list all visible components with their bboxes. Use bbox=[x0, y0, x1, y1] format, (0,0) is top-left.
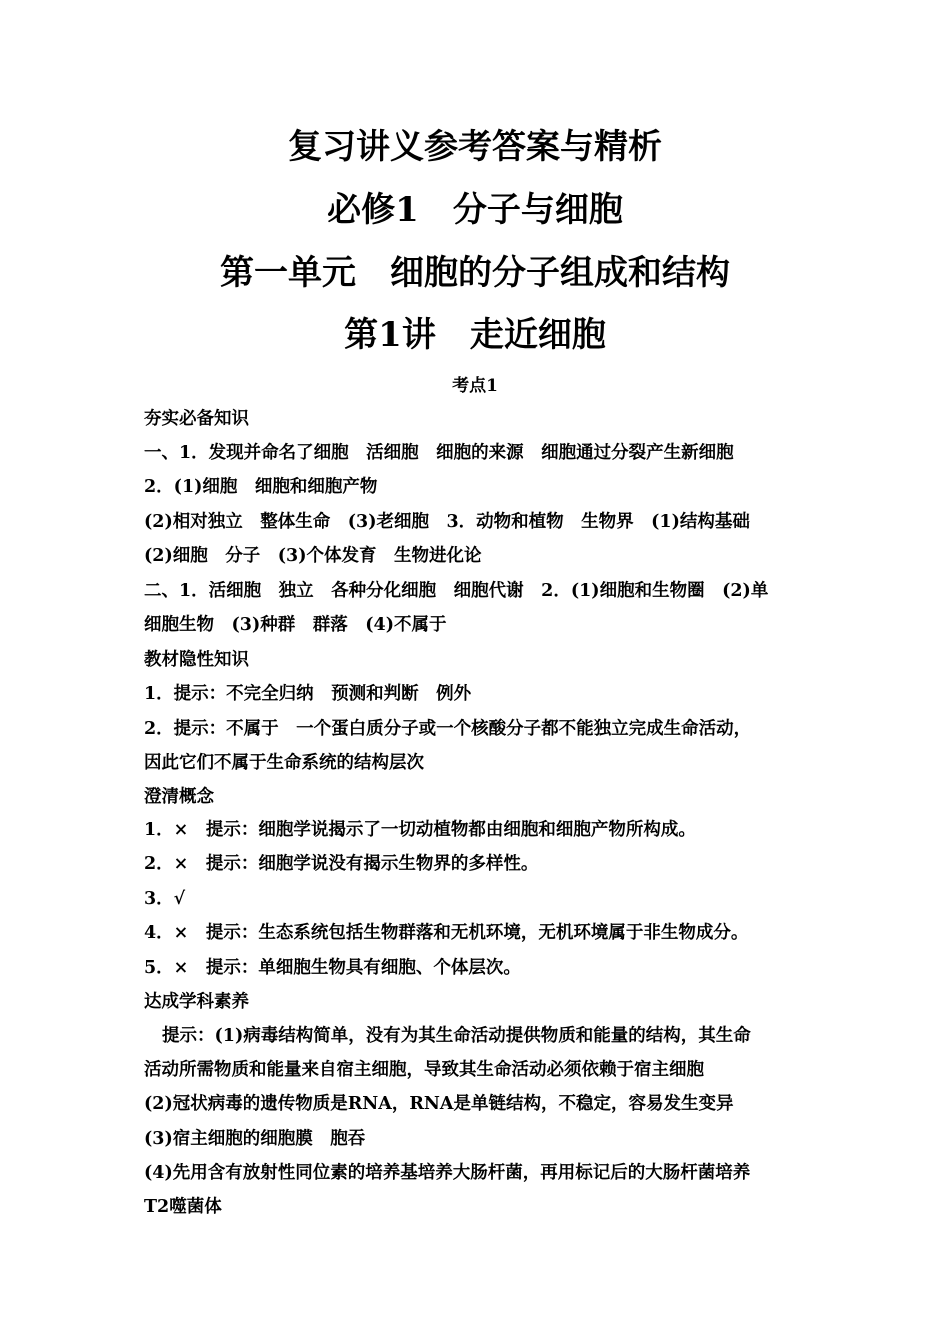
text-line: 1．× 提示：细胞学说揭示了一切动植物都由细胞和细胞产物所构成。 bbox=[144, 820, 696, 840]
text-line: T2噬菌体 bbox=[144, 1197, 222, 1217]
text-line: 5．× 提示：单细胞生物具有细胞、个体层次。 bbox=[144, 958, 521, 978]
section-heading: 夯实必备知识 bbox=[144, 409, 249, 429]
text-line: (2)细胞 分子 (3)个体发育 生物进化论 bbox=[144, 546, 482, 566]
module-title: 必修1 分子与细胞 bbox=[327, 190, 623, 230]
text-line: 2．(1)细胞 细胞和细胞产物 bbox=[144, 477, 378, 497]
text-line: 二、1．活细胞 独立 各种分化细胞 细胞代谢 2．(1)细胞和生物圈 (2)单 bbox=[144, 581, 769, 601]
section-heading: 达成学科素养 bbox=[144, 992, 249, 1012]
text-line: 3．√ bbox=[144, 889, 186, 909]
main-title: 复习讲义参考答案与精析 bbox=[288, 127, 662, 167]
text-line: (2)相对独立 整体生命 (3)老细胞 3．动物和植物 生物界 (1)结构基础 bbox=[144, 512, 750, 532]
text-line: 4．× 提示：生态系统包括生物群落和无机环境，无机环境属于非生物成分。 bbox=[144, 923, 749, 943]
text-line: 因此它们不属于生命系统的结构层次 bbox=[144, 753, 424, 773]
lecture-title: 第1讲 走近细胞 bbox=[344, 315, 606, 355]
text-line: 2．提示：不属于 一个蛋白质分子或一个核酸分子都不能独立完成生命活动， bbox=[144, 719, 752, 739]
text-line: 活动所需物质和能量来自宿主细胞，导致其生命活动必须依赖于宿主细胞 bbox=[144, 1060, 704, 1080]
text-line: (3)宿主细胞的细胞膜 胞吞 bbox=[144, 1129, 366, 1149]
text-line: 2．× 提示：细胞学说没有揭示生物界的多样性。 bbox=[144, 854, 539, 874]
section-heading: 教材隐性知识 bbox=[144, 650, 249, 670]
text-line: 细胞生物 (3)种群 群落 (4)不属于 bbox=[144, 615, 447, 635]
section-heading: 澄清概念 bbox=[144, 787, 214, 807]
text-line: 一、1．发现并命名了细胞 活细胞 细胞的来源 细胞通过分裂产生新细胞 bbox=[144, 443, 734, 463]
text-line: 提示：(1)病毒结构简单，没有为其生命活动提供物质和能量的结构，其生命 bbox=[162, 1026, 751, 1046]
unit-title: 第一单元 细胞的分子组成和结构 bbox=[220, 253, 730, 293]
text-line: 1．提示：不完全归纳 预测和判断 例外 bbox=[144, 684, 472, 704]
text-line: (2)冠状病毒的遗传物质是RNA，RNA是单链结构，不稳定，容易发生变异 bbox=[144, 1094, 734, 1114]
kaodian-heading: 考点1 bbox=[452, 376, 498, 396]
text-line: (4)先用含有放射性同位素的培养基培养大肠杆菌，再用标记后的大肠杆菌培养 bbox=[144, 1163, 751, 1183]
